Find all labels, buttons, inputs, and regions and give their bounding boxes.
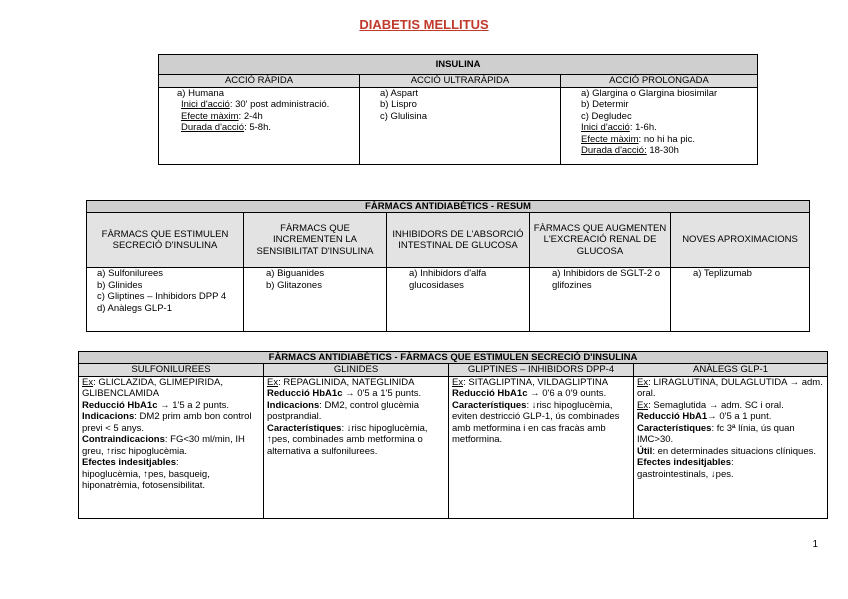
resum-col-absorcio: INHIBIDORS DE L'ABSORCIÓ INTESTINAL DE GLUCOSA	[387, 213, 530, 268]
insulina-table	[158, 54, 758, 165]
resum-col-sensibilitat: FÀRMACS QUE INCREMENTEN LA SENSIBILITAT D'INSULINA	[244, 213, 387, 268]
secrecio-col-sulfonilurees: SULFONILUREES	[79, 364, 264, 377]
prolongada-item-a: a) Glargina o Glargina biosimilar	[581, 87, 718, 99]
prolongada-efecte: Efecte màxim: no hi ha pic.	[581, 133, 696, 145]
glp1-efectes: Efectes indesitjables: gastrointestinals, ↓pes.	[637, 457, 734, 480]
prolongada-inici: Inici d'acció: 1-6h.	[581, 122, 657, 133]
glinides-caracteristiques: Característiques: ↓risc hipoglucèmia, ↑pes, combinades amb metformina o alternativa a sulfonilurees.	[267, 422, 428, 457]
glp1-ex-1: Ex: LIRAGLUTINA, DULAGLUTIDA → adm. oral.	[637, 376, 823, 399]
secrecio-col-glinides: GLINIDES	[264, 364, 449, 377]
page-number: 1	[812, 539, 818, 550]
list-item: d) Anàlegs GLP-1	[97, 302, 172, 314]
sulfo-efectes: Efectes indesitjables: hipoglucèmia, ↑pes, basqueig, hiponatrèmia, fotosensibilitat.	[82, 457, 210, 491]
resum-cell-3	[387, 268, 530, 332]
gliptines-ex: Ex: SITAGLIPTINA, VILDAGLIPTINA	[452, 376, 609, 388]
rapida-item-a: a) Humana	[177, 87, 224, 99]
col-accio-rapida: ACCIÓ RÀPIDA	[159, 75, 360, 88]
ultra-cell	[360, 87, 561, 164]
sulfo-hba1c: Reducció HbA1c → 1'5 a 2 punts.	[82, 399, 230, 411]
glinides-ex: Ex: REPAGLINIDA, NATEGLINIDA	[267, 376, 415, 388]
resum-col-excrecio: FÀRMACS QUE AUGMENTEN L'EXCREACIÓ RENAL DE GLUCOSA	[530, 213, 671, 268]
gliptines-caracteristiques: Característiques: ↓risc hipoglucèmia, eviten destricció GLP-1, ús combinades amb metformina i en cas fracàs amb metformina.	[452, 399, 620, 445]
sulfo-contraindicacions: Contraindicacions: FG<30 ml/min, IH greu, ↑risc hipoglucèmia.	[82, 434, 245, 457]
list-item: a) Biguanides	[266, 268, 325, 279]
glp1-caracteristiques: Característiques: fc 3ª línia, ús quan IMC>30.	[637, 422, 795, 445]
glinides-cell	[264, 376, 449, 518]
ultra-item-b: b) Lispro	[380, 99, 417, 110]
page-title: DIABETIS MELLITUS	[359, 17, 489, 32]
ultra-item-c: c) Glulisina	[380, 110, 427, 122]
glp1-ex-2: Ex: Semaglutida → adm. SC i oral.	[637, 399, 784, 411]
prolongada-durada: Durada d'acció: 18-30h	[581, 145, 679, 156]
resum-cell-2	[244, 268, 387, 332]
glinides-hba1c: Reducció HbA1c → 0'5 a 1'5 punts.	[267, 388, 422, 399]
col-accio-ultrarapida: ACCIÓ ULTRARÀPIDA	[360, 75, 561, 88]
resum-col-noves: NOVES APROXIMACIONS	[671, 213, 810, 268]
prolongada-item-c: c) Degludec	[581, 110, 632, 122]
rapida-durada: Durada d'acció: 5-8h.	[181, 122, 272, 133]
resum-table	[86, 200, 810, 332]
resum-cell-1	[87, 268, 244, 332]
prolongada-cell	[561, 87, 758, 164]
sulfo-cell	[79, 376, 264, 518]
list-item: a) Teplizumab	[693, 268, 752, 279]
list-item: a) Inhibidors de SGLT-2 o glifozines	[552, 268, 661, 291]
list-item: a) Inhibidors d'alfa glucosidases	[409, 268, 487, 291]
rapida-cell	[159, 87, 360, 164]
glp1-util: Útil: en determinades situacions clíniques.	[637, 445, 817, 457]
secrecio-table	[78, 351, 828, 519]
rapida-inici: Inici d'acció: 30' post administració.	[181, 99, 330, 110]
list-item: a) Sulfonilurees	[97, 268, 164, 279]
secrecio-col-gliptines: GLIPTINES – INHIBIDORS DPP-4	[449, 364, 634, 377]
sulfo-indicacions: Indicacions: DM2 prim amb bon control previ < 5 anys.	[82, 411, 252, 434]
prolongada-item-b: b) Determir	[581, 99, 629, 110]
sulfo-ex: Ex: GLICLAZIDA, GLIMEPIRIDA, GLIBENCLAMIDA	[82, 376, 223, 399]
list-item: c) Gliptines – Inhibidors DPP 4	[97, 291, 227, 302]
col-accio-prolongada: ACCIÓ PROLONGADA	[561, 75, 758, 88]
secrecio-col-glp1: ANÀLEGS GLP-1	[634, 364, 828, 377]
resum-col-estimulen: FÀRMACS QUE ESTIMULEN SECRECIÓ D'INSULINA	[87, 213, 244, 268]
glp1-hba1: Reducció HbA1→ 0'5 a 1 punt.	[637, 411, 772, 422]
resum-header: FÀRMACS ANTIDIABÈTICS - RESUM	[87, 201, 810, 213]
glp1-cell	[634, 376, 828, 518]
gliptines-hba1c: Reducció HbA1c → 0'6 a 0'9 ounts.	[452, 388, 607, 399]
resum-cell-5	[671, 268, 810, 332]
secrecio-header: FÀRMACS ANTIDIABÈTICS - FÀRMACS QUE ESTIMULEN SECRECIÓ D'INSULINA	[79, 352, 828, 364]
insulina-header: INSULINA	[159, 55, 758, 75]
rapida-efecte: Efecte màxim: 2-4h	[181, 110, 263, 122]
gliptines-cell	[449, 376, 634, 518]
resum-cell-4	[530, 268, 671, 332]
list-item: b) Glinides	[97, 279, 143, 291]
list-item: b) Glitazones	[266, 279, 322, 291]
glinides-indicacions: Indicacions: DM2, control glucèmia postprandial.	[267, 399, 420, 422]
ultra-item-a: a) Aspart	[380, 87, 419, 99]
